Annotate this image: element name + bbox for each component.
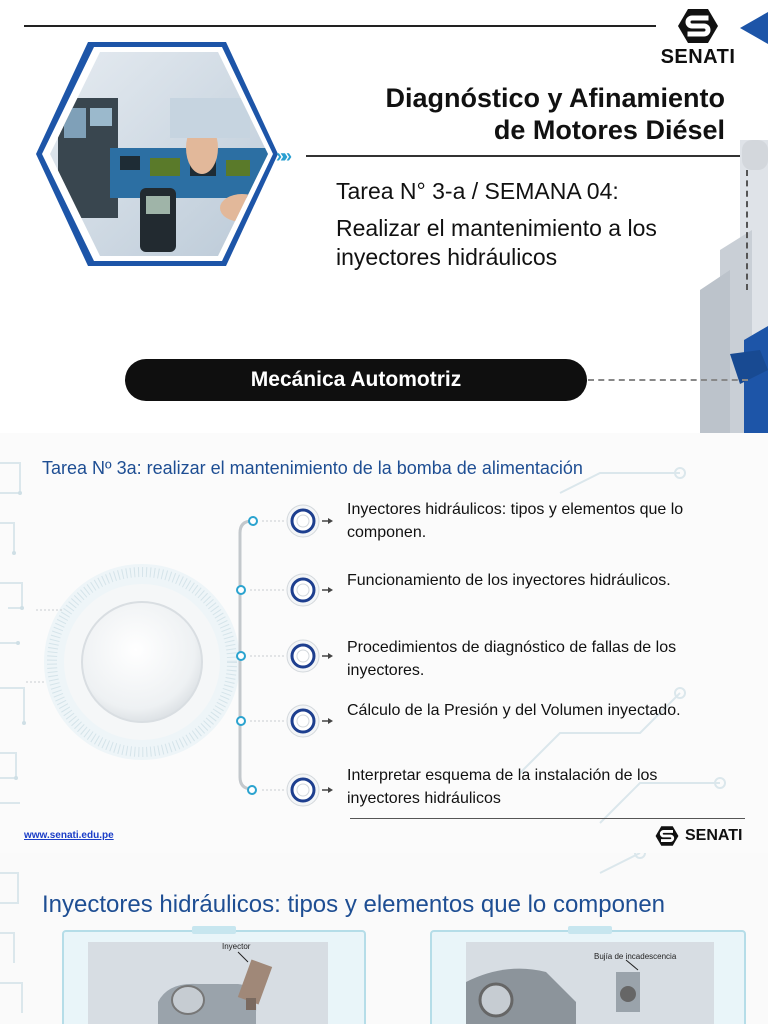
agenda-slide <box>0 433 768 853</box>
double-chevron-icon: »» <box>276 146 289 166</box>
injector-image-frame-right <box>430 930 746 1024</box>
top-rule <box>24 25 656 27</box>
target-icon <box>286 773 334 807</box>
cover-slide <box>0 0 768 433</box>
target-icon <box>286 639 334 673</box>
agenda-item-5: Interpretar esquema de la instalación de los inyectores hidráulicos <box>347 767 658 807</box>
injector-image-frame-left <box>62 930 366 1024</box>
glow-plug-diagram <box>466 942 714 1024</box>
footer-senati-logo <box>655 825 743 849</box>
senati-logo-icon <box>677 8 719 44</box>
task-heading: Tarea N° 3-a / SEMANA 04: <box>336 178 619 204</box>
injector-label: Inyector <box>222 942 251 951</box>
title-divider <box>306 155 744 157</box>
target-icon <box>286 504 334 538</box>
agenda-item-1: Inyectores hidráulicos: tipos y elementos que lo componen. <box>347 501 684 541</box>
agenda-item-3: Procedimientos de diagnóstico de fallas de los inyectores. <box>347 639 677 679</box>
senati-website-link[interactable]: www.senati.edu.pe <box>24 830 114 841</box>
frame-tab <box>568 926 612 934</box>
corner-triangle-decoration <box>740 12 768 44</box>
footer-logo-text: SENATI <box>685 827 743 844</box>
target-icon <box>286 573 334 607</box>
agenda-item-2: Funcionamiento de los inyectores hidráulicos. <box>347 572 671 589</box>
senati-logo <box>656 8 740 70</box>
program-pill: Mecánica Automotriz <box>125 359 587 401</box>
footer-rule <box>350 818 745 819</box>
frame-tab <box>192 926 236 934</box>
injector-diagram-left <box>88 942 328 1024</box>
slide-title: Inyectores hidráulicos: tipos y elementos que lo componen <box>42 891 666 918</box>
course-title-line1: Diagnóstico y Afinamiento <box>385 83 725 113</box>
logo-text: SENATI <box>660 46 736 68</box>
course-title-line2: de Motores Diésel <box>493 115 725 145</box>
vertical-dash-line <box>746 170 748 290</box>
lab-photo-hexagon <box>30 38 278 270</box>
pill-dash-line <box>588 379 748 381</box>
geometric-decoration <box>700 140 768 433</box>
course-title <box>300 82 725 146</box>
agenda-item-4: Cálculo de la Presión y del Volumen inyectado. <box>347 702 681 719</box>
injectors-slide <box>0 853 768 1024</box>
glow-plug-label: Bujía de incadescencia <box>594 952 677 961</box>
task-description: Realizar el mantenimiento a los inyectores hidráulicos <box>336 215 657 270</box>
senati-logo-icon <box>655 825 679 847</box>
target-icon <box>286 704 334 738</box>
slide-title: Tarea Nº 3a: realizar el mantenimiento de la bomba de alimentación <box>42 458 583 478</box>
